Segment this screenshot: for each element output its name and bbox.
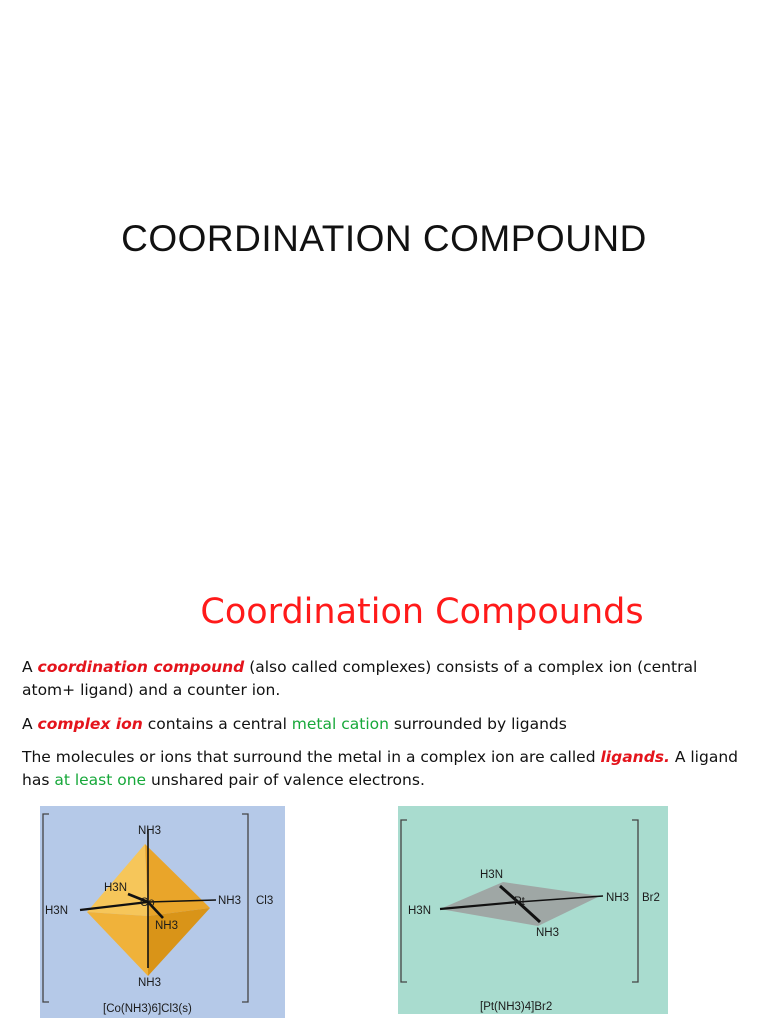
octa-face-upper-right	[145, 844, 210, 916]
pt-label-bottom: NH3	[536, 927, 560, 939]
octa-face-lower-right	[148, 908, 210, 976]
octa-face-lower-left	[87, 912, 148, 976]
co-label-front: NH3	[155, 920, 179, 932]
co-label-left-top: H3N	[104, 882, 128, 894]
co-counter-ion: Cl3	[256, 895, 274, 907]
para3-start: The molecules or ions that surround the metal in a complex ion are called	[22, 748, 601, 766]
para2-prefix: A	[22, 715, 38, 733]
term-metal-cation: metal cation	[291, 715, 389, 733]
co-center-label: Co	[140, 897, 155, 909]
term-complex-ion: complex ion	[37, 715, 143, 733]
para2-rest: surrounded by ligands	[388, 715, 567, 733]
platinum-square-planar-figure	[398, 806, 668, 1014]
pt-center-label: Pt	[514, 896, 525, 908]
pt-formula: [Pt(NH3)4]Br2	[480, 1001, 553, 1013]
platinum-complex-diagram	[398, 806, 668, 1014]
left-bracket	[401, 820, 407, 982]
cobalt-complex-diagram	[40, 806, 285, 1018]
definition-ligands	[22, 746, 752, 792]
right-bracket	[242, 814, 248, 1002]
slide2-title: Coordination Compounds	[200, 592, 644, 632]
cobalt-octahedron-figure	[40, 806, 285, 1018]
co-label-right: NH3	[218, 895, 242, 907]
para1-prefix: A	[22, 658, 38, 676]
term-at-least-one: at least one	[54, 771, 147, 789]
slide1-title: COORDINATION COMPOUND	[121, 218, 647, 259]
para1-rest: (also called complexes) consists of a complex ion (central atom+ ligand) and a counter ion.	[22, 658, 698, 699]
para3-mid: A ligand has	[22, 748, 738, 789]
co-label-left: H3N	[45, 905, 69, 917]
pt-label-top-left: H3N	[480, 869, 504, 881]
pt-label-right: NH3	[606, 892, 630, 904]
term-ligands: ligands.	[600, 748, 670, 766]
definition-coordination-compound	[22, 656, 752, 702]
co-label-bottom: NH3	[138, 977, 162, 989]
pt-counter-ion: Br2	[642, 892, 660, 904]
co-formula: [Co(NH3)6]Cl3(s)	[103, 1003, 192, 1015]
right-bracket	[632, 820, 638, 982]
pt-label-left: H3N	[408, 905, 432, 917]
term-coordination-compound: coordination compound	[37, 658, 245, 676]
para2-mid: contains a central	[142, 715, 292, 733]
para3-rest: unshared pair of valence electrons.	[146, 771, 425, 789]
definition-complex-ion	[22, 713, 752, 736]
co-label-top: NH3	[138, 825, 162, 837]
